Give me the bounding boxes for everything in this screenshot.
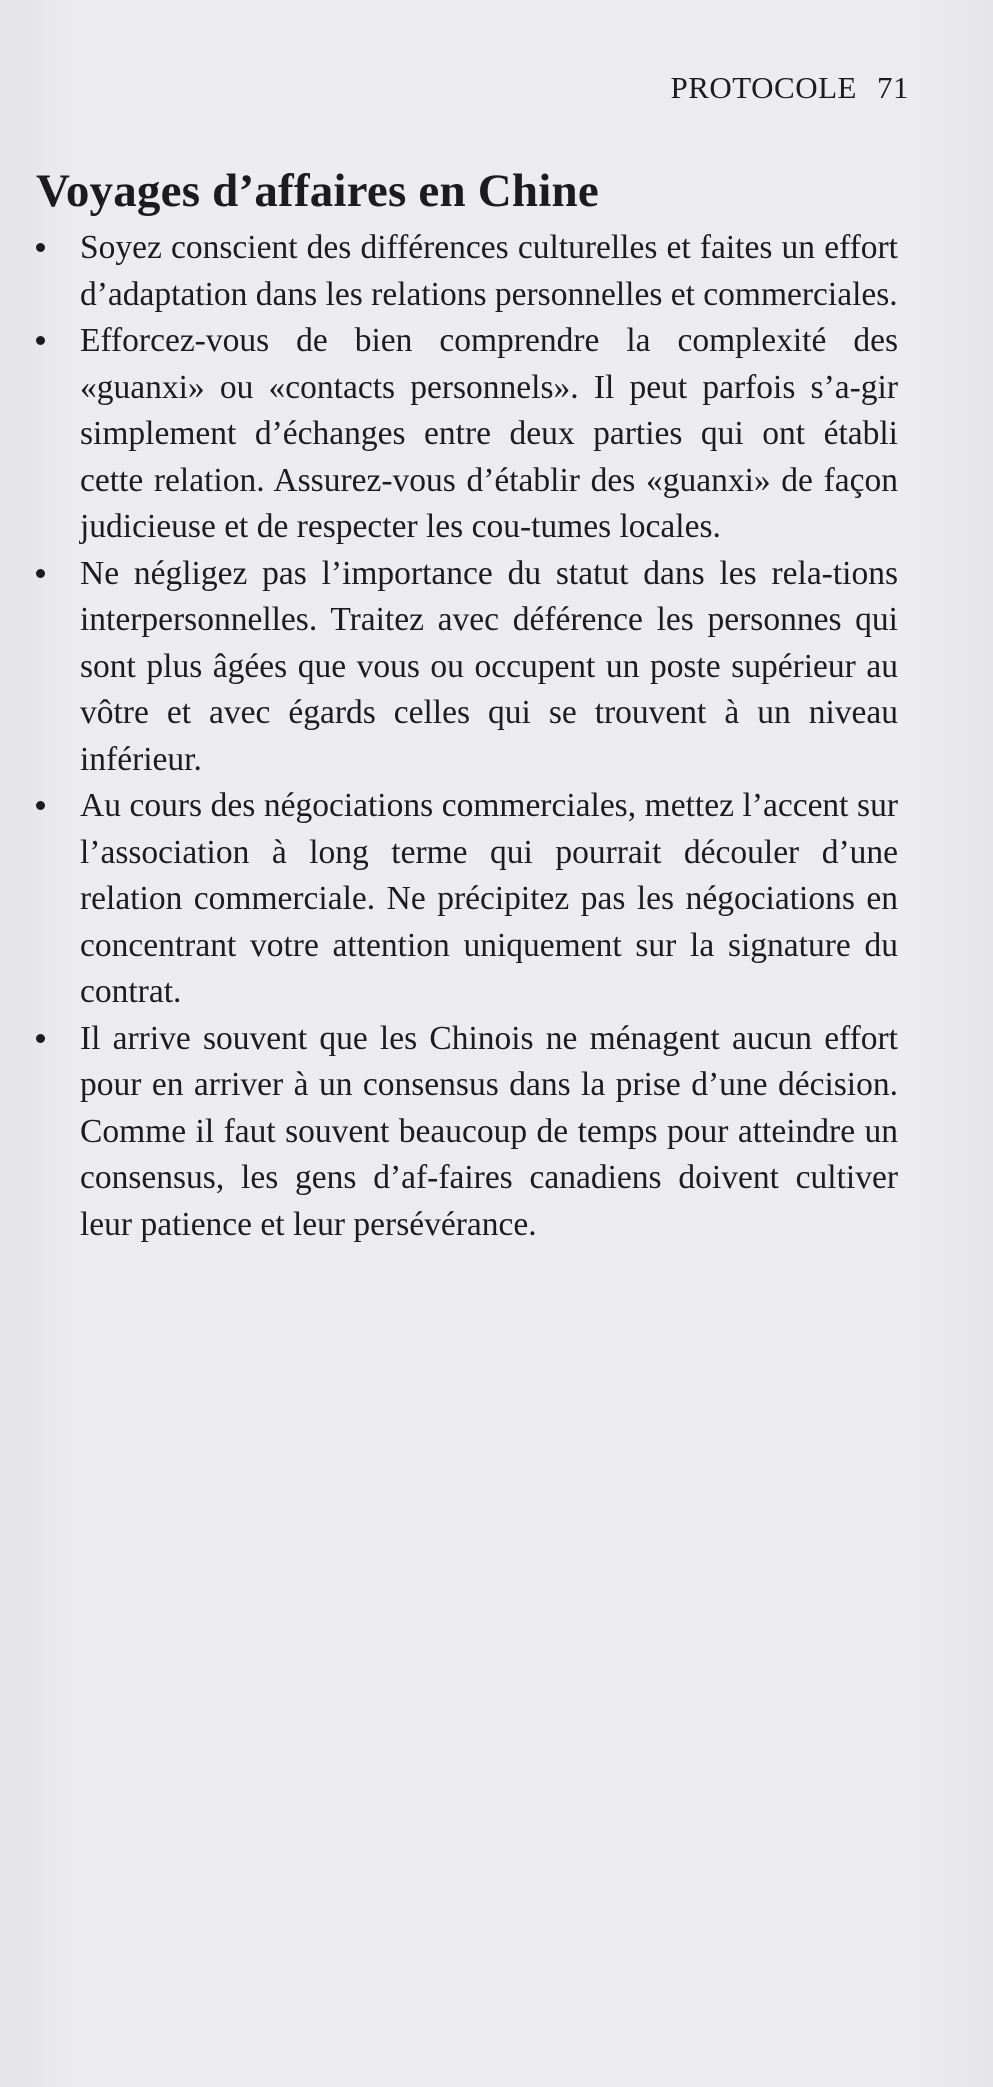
- bullet-list: [36, 225, 898, 1248]
- bullet-text: Ne négligez pas l’importance du statut dans les rela-tions interpersonnelles. Traitez avec déférence les personnes qui sont plus âgées que vous ou occupent un poste supérieur au vôtre et avec égards celles qui se trouvent à un niveau inférieur.: [80, 554, 898, 778]
- bullet-item: [36, 783, 898, 1016]
- bullet-icon: [36, 801, 45, 810]
- bullet-item: [36, 225, 898, 318]
- bullet-text: Soyez conscient des différences culturelles et faites un effort d’adaptation dans les relations personnelles et commerciales.: [80, 229, 898, 313]
- bullet-text: Il arrive souvent que les Chinois ne ménagent aucun effort pour en arriver à un consensus dans la prise d’une décision. Comme il faut souvent beaucoup de temps pour atteindre un consensus, les gens d’af-faires canadiens doivent cultiver leur patience et leur persévérance.: [80, 1019, 898, 1243]
- section-heading: Voyages d’affaires en Chine: [36, 165, 599, 217]
- bullet-icon: [36, 336, 45, 345]
- bullet-item: [36, 551, 898, 784]
- bullet-icon: [36, 1034, 45, 1043]
- bullet-text: Au cours des négociations commerciales, mettez l’accent sur l’association à long terme qui pourrait découler d’une relation commerciale. Ne précipitez pas les négociations en concentrant votre attention uniquement sur la signature du contrat.: [80, 787, 898, 1010]
- bullet-item: [36, 318, 898, 551]
- bullet-text: Efforcez-vous de bien comprendre la complexité des «guanxi» ou «contacts personnels». Il peut parfois s’a-gir simplement d’échanges entre deux parties qui ont établi cette relation. Assurez-vous d’établir des «guanxi» de façon judicieuse et de respecter les cou-tumes locales.: [80, 322, 898, 545]
- bullet-icon: [36, 569, 45, 578]
- bullet-icon: [36, 243, 45, 252]
- bullet-item: [36, 1016, 898, 1249]
- running-head: [670, 70, 909, 106]
- running-head-section: PROTOCOLE: [670, 70, 857, 105]
- page-number: 71: [877, 70, 909, 105]
